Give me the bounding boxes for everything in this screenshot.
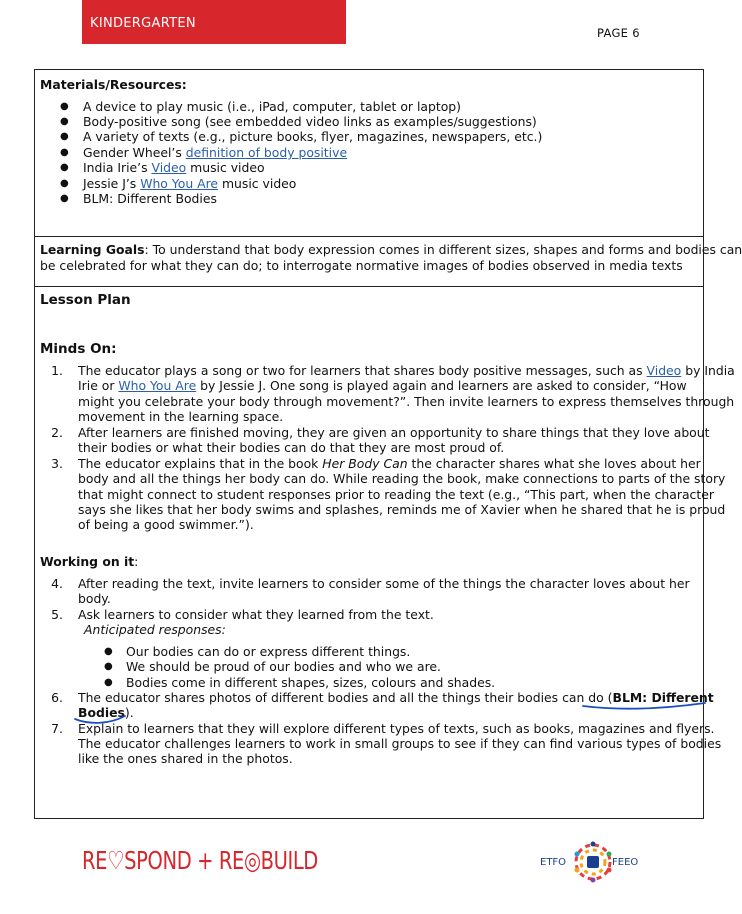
step-7-line: Explain to learners that they will explore different types of texts, such as books, magazines and flyers. — [78, 721, 715, 736]
step-3-line: body and all the things her body can do. While reading the book, make connections to parts of the story — [78, 471, 726, 486]
step-6-line: Bodies). — [78, 705, 134, 720]
step-number: 5. — [51, 607, 63, 622]
bullet-icon: ● — [60, 193, 69, 204]
step-number: 6. — [51, 690, 63, 705]
materials-heading: Materials/Resources: — [40, 77, 187, 92]
divider-goals — [35, 286, 703, 287]
divider-materials — [35, 236, 703, 237]
bullet-icon: ● — [60, 131, 69, 142]
list-item: A device to play music (i.e., iPad, computer, tablet or laptop) — [83, 99, 461, 114]
step-1-line: movement in the learning space. — [78, 409, 284, 424]
list-item: A variety of texts (e.g., picture books, flyer, magazines, newspapers, etc.) — [83, 129, 543, 144]
bullet-icon: ● — [104, 661, 113, 672]
step-2-line: After learners are finished moving, they are given an opportunity to share things that they love about — [78, 425, 710, 440]
step-7-line: The educator challenges learners to work in small groups to see if they can find various types of bodies — [78, 736, 722, 751]
step-3-line: says she likes that her body swims and splashes, reminds me of Xavier when he shared that he is proud — [78, 502, 726, 517]
list-item: BLM: Different Bodies — [83, 191, 217, 206]
step-number: 7. — [51, 721, 63, 736]
lesson-table — [34, 69, 742, 819]
step-1-line: Irie or Who You Are by Jessie J. One song is played again and learners are asked to consider, “How — [78, 378, 687, 393]
step-number: 4. — [51, 576, 63, 591]
step-number: 1. — [51, 363, 63, 378]
learning-goals-cont: be celebrated for what they can do; to interrogate normative images of bodies observed in media texts — [40, 258, 683, 273]
bullet-icon: ● — [104, 677, 113, 688]
grade-label: KINDERGARTEN — [90, 16, 196, 31]
blm-resource-ref[interactable]: BLM: Different — [612, 690, 714, 705]
step-1-line: The educator plays a song or two for learners that shares body positive messages, such as Video by India — [78, 363, 735, 378]
bullet-icon: ● — [60, 178, 69, 189]
bullet-icon: ● — [60, 147, 69, 158]
step-3-line: The educator explains that in the book Her Body Can the character shares what she loves about her — [78, 456, 701, 471]
page-number: PAGE 6 — [597, 26, 640, 40]
list-item: Body-positive song (see embedded video links as examples/suggestions) — [83, 114, 537, 129]
step-2-line: their bodies or what their bodies can do that they are most proud of. — [78, 440, 505, 455]
who-you-are-link[interactable]: Who You Are — [140, 176, 219, 191]
bullet-icon: ● — [60, 116, 69, 127]
etfo-feeo-logo: ETFO FEEO — [540, 838, 640, 886]
learning-goals: Learning Goals: To understand that body expression comes in different sizes, shapes and forms and bodies can — [40, 242, 742, 257]
minds-on-heading: Minds On: — [40, 341, 117, 357]
list-item: Our bodies can do or express different things. — [126, 644, 411, 659]
step-3-line: that might connect to student responses prior to reading the text (e.g., “This part, when the character — [78, 487, 714, 502]
list-item: Gender Wheel’s definition of body positive — [83, 145, 348, 160]
respond-rebuild-logo: RE♡SPOND + RE◎BUILD — [82, 846, 318, 875]
list-item: India Irie’s Video music video — [83, 160, 265, 175]
list-item: Jessie J’s Who You Are music video — [83, 176, 297, 191]
step-3-line: of being a good swimmer.”). — [78, 517, 254, 532]
body-positive-link[interactable]: definition of body positive — [185, 145, 348, 160]
step-7-line: like the ones shared in the photos. — [78, 751, 293, 766]
bullet-icon: ● — [60, 162, 69, 173]
list-item: Bodies come in different shapes, sizes, colours and shades. — [126, 675, 496, 690]
step-4-line: After reading the text, invite learners to consider some of the things the character loves about her — [78, 576, 690, 591]
step-6-line: The educator shares photos of different bodies and all the things their bodies can do (BLM: Different — [78, 690, 714, 705]
india-irie-video-link[interactable]: Video — [151, 160, 187, 175]
bullet-icon: ● — [60, 101, 69, 112]
lesson-plan-heading: Lesson Plan — [40, 292, 131, 308]
video-link[interactable]: Video — [646, 363, 682, 378]
step-number: 3. — [51, 456, 63, 471]
step-number: 2. — [51, 425, 63, 440]
who-you-are-link[interactable]: Who You Are — [118, 378, 197, 393]
bullet-icon: ● — [104, 646, 113, 657]
list-item: We should be proud of our bodies and who we are. — [126, 659, 441, 674]
step-1-line: might you celebrate your body through movement?”. Then invite learners to express themselves through — [78, 394, 735, 409]
etfo-emblem-icon — [571, 840, 615, 884]
step-5-line: Ask learners to consider what they learned from the text. — [78, 607, 434, 622]
grade-banner — [82, 0, 346, 44]
working-on-it-heading: Working on it: — [40, 554, 139, 569]
step-4-line: body. — [78, 591, 111, 606]
anticipated-label: Anticipated responses: — [84, 622, 226, 637]
